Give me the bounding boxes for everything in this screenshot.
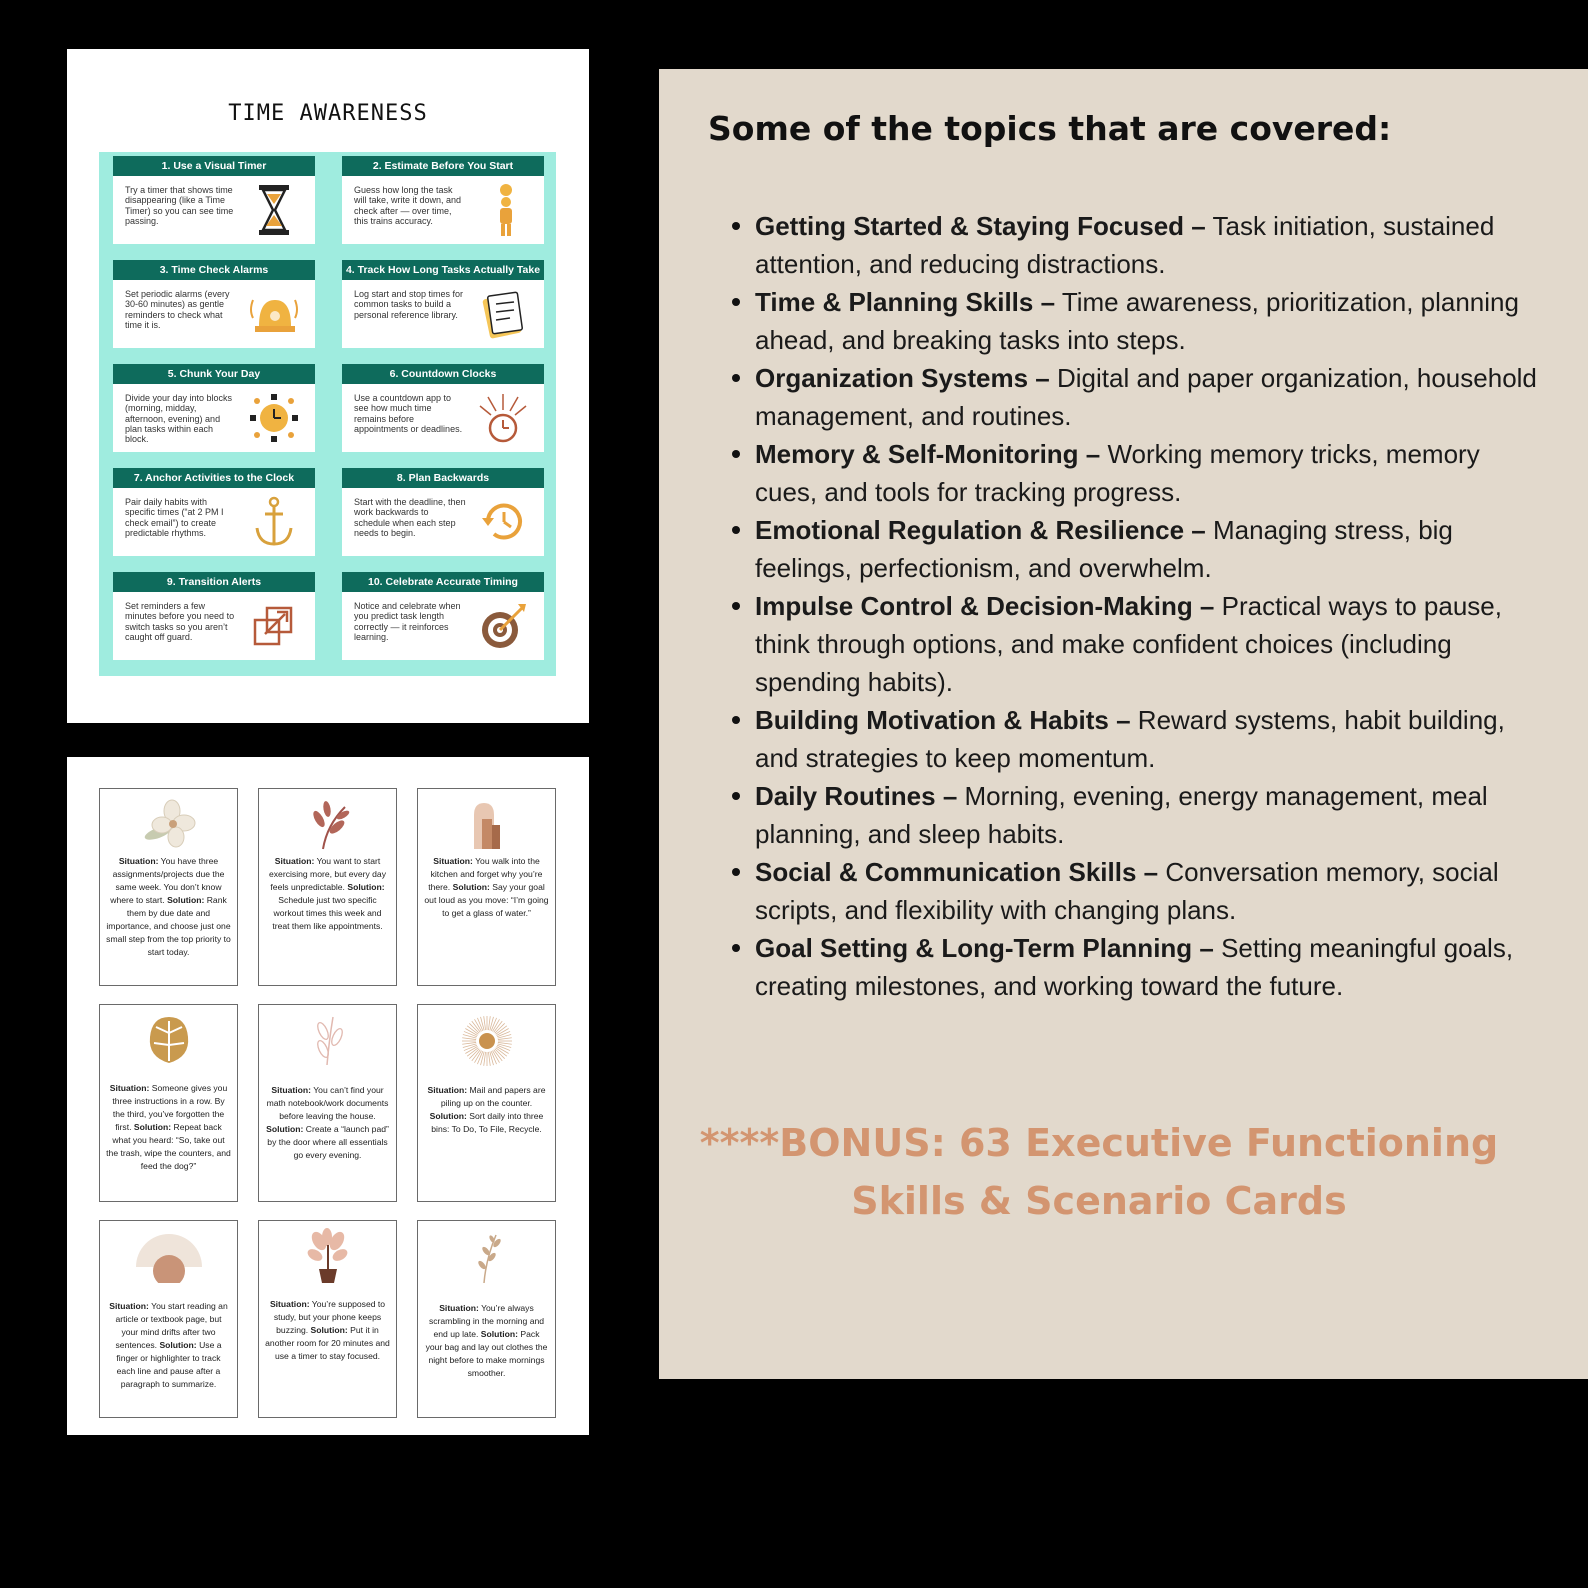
scenario-card (417, 1004, 556, 1202)
monstera-leaf-icon (134, 1011, 204, 1067)
tip-heading: 6. Countdown Clocks (342, 364, 544, 384)
topic-item: Social & Communication Skills – Conversation memory, social scripts, and flexibility with changing plans. (755, 853, 1545, 929)
tip-heading: 10. Celebrate Accurate Timing (342, 572, 544, 592)
tip-text: Notice and celebrate when you predict task length correctly — it reinforces learning. (354, 601, 461, 642)
topic-item: Time & Planning Skills – Time awareness, prioritization, planning ahead, and breaking tasks into steps. (755, 283, 1545, 359)
time-awareness-page (67, 49, 589, 723)
tip-tile (113, 364, 315, 452)
tip-tile (342, 468, 544, 556)
tip-heading: 5. Chunk Your Day (113, 364, 315, 384)
tip-tile (342, 364, 544, 452)
transition-arrow-icon (247, 598, 301, 654)
card-text: Situation: You start reading an article or textbook page, but your mind drifts after two sentences. Solution: Use a finger or highlighter to track each line and pause after a paragraph to summarize. (109, 1301, 228, 1389)
tip-tile (113, 156, 315, 244)
tip-text: Set reminders a few minutes before you need to switch tasks so you aren’t caught off guard. (125, 601, 235, 642)
card-text: Situation: You walk into the kitchen and forget why you’re there. Solution: Say your goal out loud as you move: “I’m going to get a glass of water.” (424, 856, 549, 918)
tip-text: Set periodic alarms (every 30-60 minutes) as gentle reminders to check what time it is. (125, 289, 230, 330)
flower-icon (134, 795, 204, 851)
tip-text: Pair daily habits with specific times (“at 2 PM I check email”) to create predictable rhythms. (125, 497, 224, 538)
scenario-cards-page (67, 757, 589, 1435)
card-text: Situation: You’re supposed to study, but your phone keeps buzzing. Solution: Put it in another room for 20 minutes and use a timer to stay focused. (265, 1299, 390, 1361)
topic-item: Emotional Regulation & Resilience – Managing stress, big feelings, perfectionism, and overwhelm. (755, 511, 1545, 587)
potted-plant-icon (293, 1227, 363, 1283)
topic-list (755, 207, 1545, 1005)
topic-item: Getting Started & Staying Focused – Task initiation, sustained attention, and reducing distractions. (755, 207, 1545, 283)
tip-text: Log start and stop times for common tasks to build a personal reference library. (354, 289, 464, 320)
clipboard-icon (476, 286, 530, 342)
tip-heading: 8. Plan Backwards (342, 468, 544, 488)
tips-grid (99, 152, 556, 676)
tip-heading: 4. Track How Long Tasks Actually Take (342, 260, 544, 280)
tip-text: Try a timer that shows time disappearing (like a Time Timer) so you can see time passing. (125, 185, 234, 226)
card-text: Situation: You’re always scrambling in the morning and end up late. Solution: Pack your bag and lay out clothes the night before to make mornings smoother. (425, 1303, 548, 1378)
page-title: TIME AWARENESS (228, 101, 428, 126)
topic-item: Organization Systems – Digital and paper organization, household management, and routines. (755, 359, 1545, 435)
bonus-callout (659, 1114, 1539, 1230)
sunburst-icon (452, 1011, 522, 1067)
tip-tile (342, 572, 544, 660)
topic-item: Goal Setting & Long-Term Planning – Setting meaningful goals, creating milestones, and working toward the future. (755, 929, 1545, 1005)
tip-text: Guess how long the task will take, write it down, and check after — over time, this trains accuracy. (354, 185, 462, 226)
fern-outline-icon (293, 1011, 363, 1067)
scenario-card (417, 788, 556, 986)
scenario-card (258, 1220, 397, 1418)
tip-tile (113, 572, 315, 660)
thinking-person-icon (476, 182, 530, 238)
topic-item: Memory & Self-Monitoring – Working memory tricks, memory cues, and tools for tracking progress. (755, 435, 1545, 511)
leaf-branch-icon (293, 795, 363, 851)
anchor-icon (247, 494, 301, 550)
card-text: Situation: You can’t find your math notebook/work documents before leaving the house. Solution: Create a “launch pad” by the door where all essentials go every evening. (266, 1085, 389, 1160)
scenario-card (258, 1004, 397, 1202)
scenario-card (99, 1220, 238, 1418)
tip-tile (342, 156, 544, 244)
history-clock-icon (476, 494, 530, 550)
topics-panel (659, 69, 1588, 1379)
target-icon (476, 598, 530, 654)
tip-heading: 7. Anchor Activities to the Clock (113, 468, 315, 488)
tip-tile (342, 260, 544, 348)
arch-blocks-icon (452, 795, 522, 851)
card-text: Situation: You want to start exercising more, but every day feels unpredictable. Solution: Schedule just two specific workout times this week and treat them like appointments. (268, 856, 387, 931)
scenario-card (417, 1220, 556, 1418)
tip-heading: 1. Use a Visual Timer (113, 156, 315, 176)
bonus-line: ****BONUS: 63 Executive Functioning (699, 1121, 1499, 1165)
tip-tile (113, 260, 315, 348)
rising-sun-icon (134, 1227, 204, 1283)
bonus-line: Skills & Scenario Cards (851, 1179, 1347, 1223)
tip-heading: 3. Time Check Alarms (113, 260, 315, 280)
tip-heading: 9. Transition Alerts (113, 572, 315, 592)
scenario-card (258, 788, 397, 986)
card-text: Situation: You have three assignments/projects due the same week. You don’t know where to start. Solution: Rank them by due date and importance, and choose just one small step from the top priority to start today. (106, 856, 231, 957)
card-text: Situation: Mail and papers are piling up on the counter. Solution: Sort daily into three bins: To Do, To File, Recycle. (427, 1085, 546, 1134)
scenario-card (99, 788, 238, 986)
alarm-bell-icon (247, 286, 301, 342)
hourglass-icon (247, 182, 301, 238)
topic-item: Daily Routines – Morning, evening, energy management, meal planning, and sleep habits. (755, 777, 1545, 853)
tip-text: Start with the deadline, then work backwards to schedule when each step needs to begin. (354, 497, 466, 538)
tip-heading: 2. Estimate Before You Start (342, 156, 544, 176)
scenario-card (99, 1004, 238, 1202)
tip-text: Divide your day into blocks (morning, midday, afternoon, evening) and plan tasks within each block. (125, 393, 233, 445)
topic-item: Impulse Control & Decision-Making – Practical ways to pause, think through options, and make confident choices (including spending habits). (755, 587, 1545, 701)
tip-tile (113, 468, 315, 556)
topics-heading: Some of the topics that are covered: (708, 109, 1392, 148)
sun-clock-icon (247, 390, 301, 446)
sprig-icon (452, 1227, 522, 1283)
card-text: Situation: Someone gives you three instructions in a row. By the third, you’ve forgotten the first. Solution: Repeat back what you heard: “So, take out the trash, wipe the counters, and feed the dog?” (106, 1083, 231, 1171)
tip-text: Use a countdown app to see how much time remains before appointments or deadlines. (354, 393, 463, 434)
countdown-clock-icon (476, 390, 530, 446)
topic-item: Building Motivation & Habits – Reward systems, habit building, and strategies to keep momentum. (755, 701, 1545, 777)
